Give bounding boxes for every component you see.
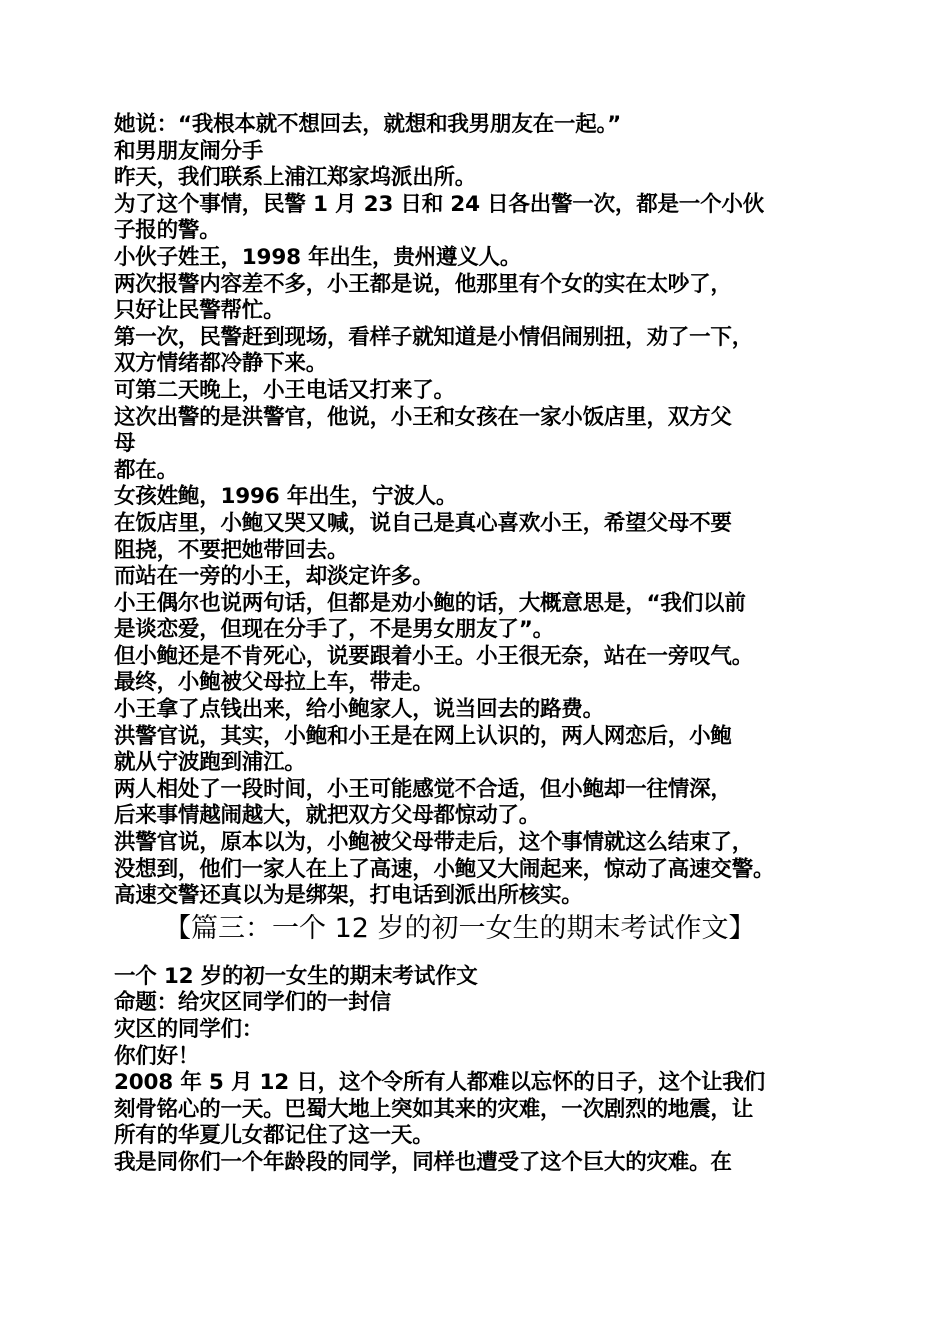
text-line: 最终，小鲍被父母拉上车，带走。 [114, 670, 434, 696]
text-line: 小伙子姓王，1998 年出生，贵州遵义人。 [114, 244, 522, 270]
text-line: 是谈恋爱，但现在分手了，不是男女朋友了”。 [114, 617, 554, 643]
text-line: 我是同你们一个年龄段的同学，同样也遭受了这个巨大的灾难。在 [114, 1149, 732, 1175]
text-line: 洪警官说，原本以为，小鲍被父母带走后，这个事情就这么结束了， [114, 830, 754, 856]
article-essay [114, 964, 854, 1177]
text-line: 女孩姓鲍，1996 年出生，宁波人。 [114, 484, 458, 510]
text-line: 命题：给灾区同学们的一封信 [114, 990, 391, 1016]
text-line: 一个 12 岁的初一女生的期末考试作文 [114, 963, 478, 989]
text-line: 但小鲍还是不肯死心，说要跟着小王。小王很无奈，站在一旁叹气。 [114, 643, 754, 669]
article-police-story [114, 112, 854, 910]
text-line: 刻骨铭心的一天。巴蜀大地上突如其来的灾难，一次剧烈的地震，让 [114, 1096, 754, 1122]
text-line: 2008 年 5 月 12 日，这个令所有人都难以忘怀的日子，这个让我们 [114, 1070, 765, 1096]
text-line: 小王偶尔也说两句话，但都是劝小鲍的话，大概意思是，“我们以前 [114, 590, 746, 616]
text-line: 洪警官说，其实，小鲍和小王是在网上认识的，两人网恋后，小鲍 [114, 723, 732, 749]
document-body [114, 112, 854, 1177]
text-line: 你们好！ [114, 1043, 200, 1069]
text-line: 而站在一旁的小王，却淡定许多。 [114, 564, 434, 590]
text-line: 都在。 [114, 457, 178, 483]
text-line: 后来事情越闹越大，就把双方父母都惊动了。 [114, 803, 541, 829]
text-line: 母 [114, 431, 136, 457]
text-line: 和男朋友闹分手 [114, 138, 264, 164]
text-line: 两次报警内容差不多，小王都是说，他那里有个女的实在太吵了， [114, 271, 732, 297]
text-line: 第一次，民警赶到现场，看样子就知道是小情侣闹别扭，劝了一下， [114, 324, 754, 350]
text-line: 高速交警还真以为是绑架，打电话到派出所核实。 [114, 883, 583, 909]
text-line: 小王拿了点钱出来，给小鲍家人，说当回去的路费。 [114, 697, 604, 723]
text-line: 双方情绪都冷静下来。 [114, 351, 328, 377]
text-line: 灾区的同学们： [114, 1017, 264, 1042]
text-line: 这次出警的是洪警官，他说，小王和女孩在一家小饭店里，双方父 [114, 404, 732, 430]
text-line: 为了这个事情，民警 1 月 23 日和 24 日各出警一次，都是一个小伙 [114, 191, 765, 217]
section-heading: 【篇三：一个 12 岁的初一女生的期末考试作文】 [164, 912, 756, 944]
text-line: 只好让民警帮忙。 [114, 298, 285, 324]
text-line: 子报的警。 [114, 218, 221, 244]
text-line: 没想到，他们一家人在上了高速，小鲍又大闹起来，惊动了高速交警。 [114, 856, 775, 882]
text-line: 阻挠，不要把她带回去。 [114, 537, 349, 563]
text-line: 所有的华夏儿女都记住了这一天。 [114, 1123, 434, 1149]
text-line: 在饭店里，小鲍又哭又喊，说自己是真心喜欢小王，希望父母不要 [114, 510, 732, 536]
text-line: 两人相处了一段时间，小王可能感觉不合适，但小鲍却一往情深， [114, 776, 732, 802]
text-line: 她说：“我根本就不想回去，就想和我男朋友在一起。” [114, 112, 622, 137]
text-line: 就从宁波跑到浦江。 [114, 750, 306, 776]
text-line: 可第二天晚上，小王电话又打来了。 [114, 377, 455, 403]
text-line: 昨天，我们联系上浦江郑家坞派出所。 [114, 165, 477, 191]
